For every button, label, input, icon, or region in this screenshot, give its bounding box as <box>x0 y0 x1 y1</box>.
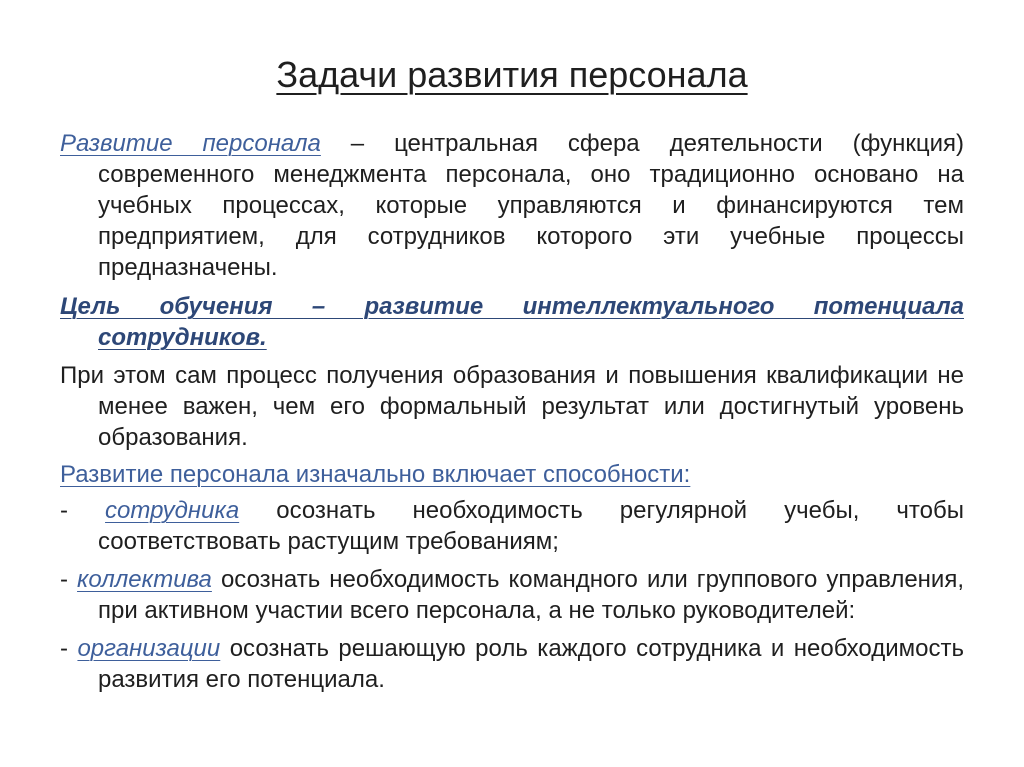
intro-paragraph <box>60 128 964 283</box>
list-item-term: коллектива <box>77 566 212 593</box>
goal-text: Цель обучения – развитие интеллектуального потенциала сотрудников. <box>60 293 964 351</box>
goal-paragraph <box>60 291 964 353</box>
list-item-dash: - <box>60 635 78 662</box>
list-item-term: сотрудника <box>105 497 240 524</box>
slide-title: Задачи развития персонала <box>276 54 748 95</box>
intro-text: – центральная сфера деятельности (функция) современного менеджмента персонала, оно традиционно основано на учебных процессах, которые управляются и финансируются тем предприятием, для сотрудников которого эти учебные процессы предназначены. <box>98 130 964 281</box>
list-item-dash: - <box>60 497 106 524</box>
list-item-text: осознать решающую роль каждого сотрудника и необходимость развития его потенциала. <box>98 635 964 693</box>
list-item-text: осознать необходимость регулярной учебы, чтобы соответствовать растущим требованиям; <box>98 497 964 555</box>
slide-body <box>60 128 964 702</box>
list-item <box>60 633 964 695</box>
abilities-heading <box>60 459 964 490</box>
list-item <box>60 564 964 626</box>
list-item-term: организации <box>77 635 221 662</box>
intro-term: Развитие персонала <box>60 130 321 157</box>
note-paragraph: При этом сам процесс получения образования и повышения квалификации не менее важен, чем его формальный результат или достигнутый уровень образования. <box>60 362 964 451</box>
list-item-text: осознать необходимость командного или группового управления, при активном участии всего персонала, а не только руководителей: <box>98 566 964 624</box>
list-item <box>60 495 964 557</box>
list-item-dash: - <box>60 566 78 593</box>
abilities-heading-text: Развитие персонала изначально включает способности: <box>60 461 691 488</box>
